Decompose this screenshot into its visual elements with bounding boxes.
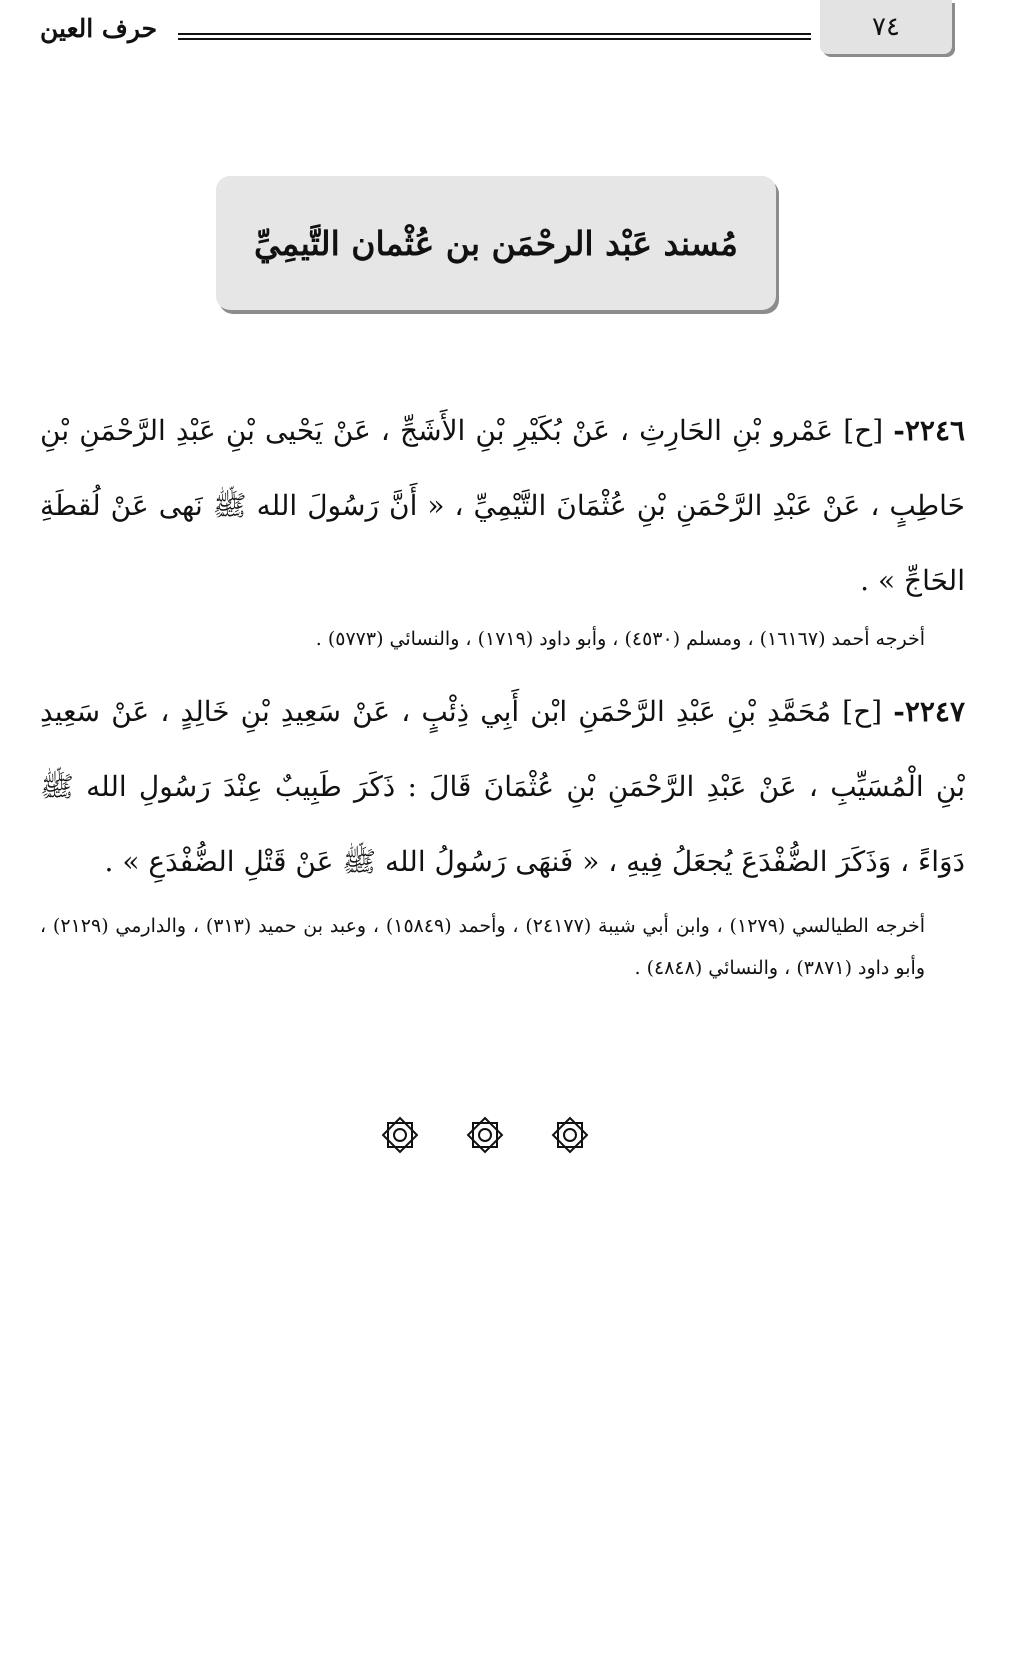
page-header: [36, 0, 956, 60]
page-content: [40, 393, 965, 989]
section-title: مُسند عَبْد الرحْمَن بن عُثْمان التَّيمِيِّ: [254, 223, 738, 263]
hadith-2247: [40, 674, 965, 899]
octagram-ornament-icon: [550, 1115, 590, 1155]
section-title-box: [216, 176, 776, 310]
hadith-source: أخرجه الطيالسي (١٢٧٩) ، وابن أبي شيبة (٢٤١٧٧) ، وأحمد (١٥٨٤٩) ، وعبد بن حميد (٣١٣) ، والدارمي (٢١٢٩) ، وأبو داود (٣٨٧١) ، والنسائي (٤٨٤٨) .: [40, 915, 926, 979]
octagram-ornament-icon: [465, 1115, 505, 1155]
header-rule: [178, 33, 811, 40]
hadith-source: أخرجه أحمد (١٦١٦٧) ، ومسلم (٤٥٣٠) ، وأبو داود (١٧١٩) ، والنسائي (٥٧٧٣) .: [315, 628, 925, 650]
octagram-ornament-icon: [380, 1115, 420, 1155]
hadith-2246: [40, 393, 965, 618]
hadith-text: [ح] مُحَمَّدِ بْنِ عَبْدِ الرَّحْمَنِ ابْن أَبِي ذِئْبٍ ، عَنْ سَعِيدِ بْنِ خَالِدٍ ، عَنْ سَعِيدِ بْنِ الْمُسَيِّبِ ، عَنْ عَبْدِ الرَّحْمَنِ بْنِ عُثْمَانَ قَالَ : ذَكَرَ طَبِيبٌ عِنْدَ رَسُولِ الله ﷺ دَوَاءً ، وَذَكَرَ الضُّفْدَعَ يُجعَلُ فِيهِ ، « فَنهَى رَسُولُ الله ﷺ عَنْ قَتْلِ الضُّفْدَعِ » .: [40, 695, 965, 878]
page-number: ٧٤: [820, 0, 952, 54]
running-head: حرف العين: [40, 14, 158, 43]
hadith-number: ٢٢٤٧-: [893, 695, 965, 728]
hadith-number: ٢٢٤٦-: [893, 414, 966, 447]
hadith-text: [ح] عَمْرو بْنِ الحَارِثِ ، عَنْ بُكَيْرِ بْنِ الأَشَجِّ ، عَنْ يَحْيى بْنِ عَبْدِ الرَّحْمَنِ بْنِ حَاطِبٍ ، عَنْ عَبْدِ الرَّحْمَنِ بْنِ عُثْمَانَ التَّيْمِيِّ ، « أَنَّ رَسُولَ الله ﷺ نَهى عَنْ لُقطَةِ الحَاجِّ » .: [40, 414, 965, 597]
section-end-ornaments: [380, 1110, 590, 1160]
